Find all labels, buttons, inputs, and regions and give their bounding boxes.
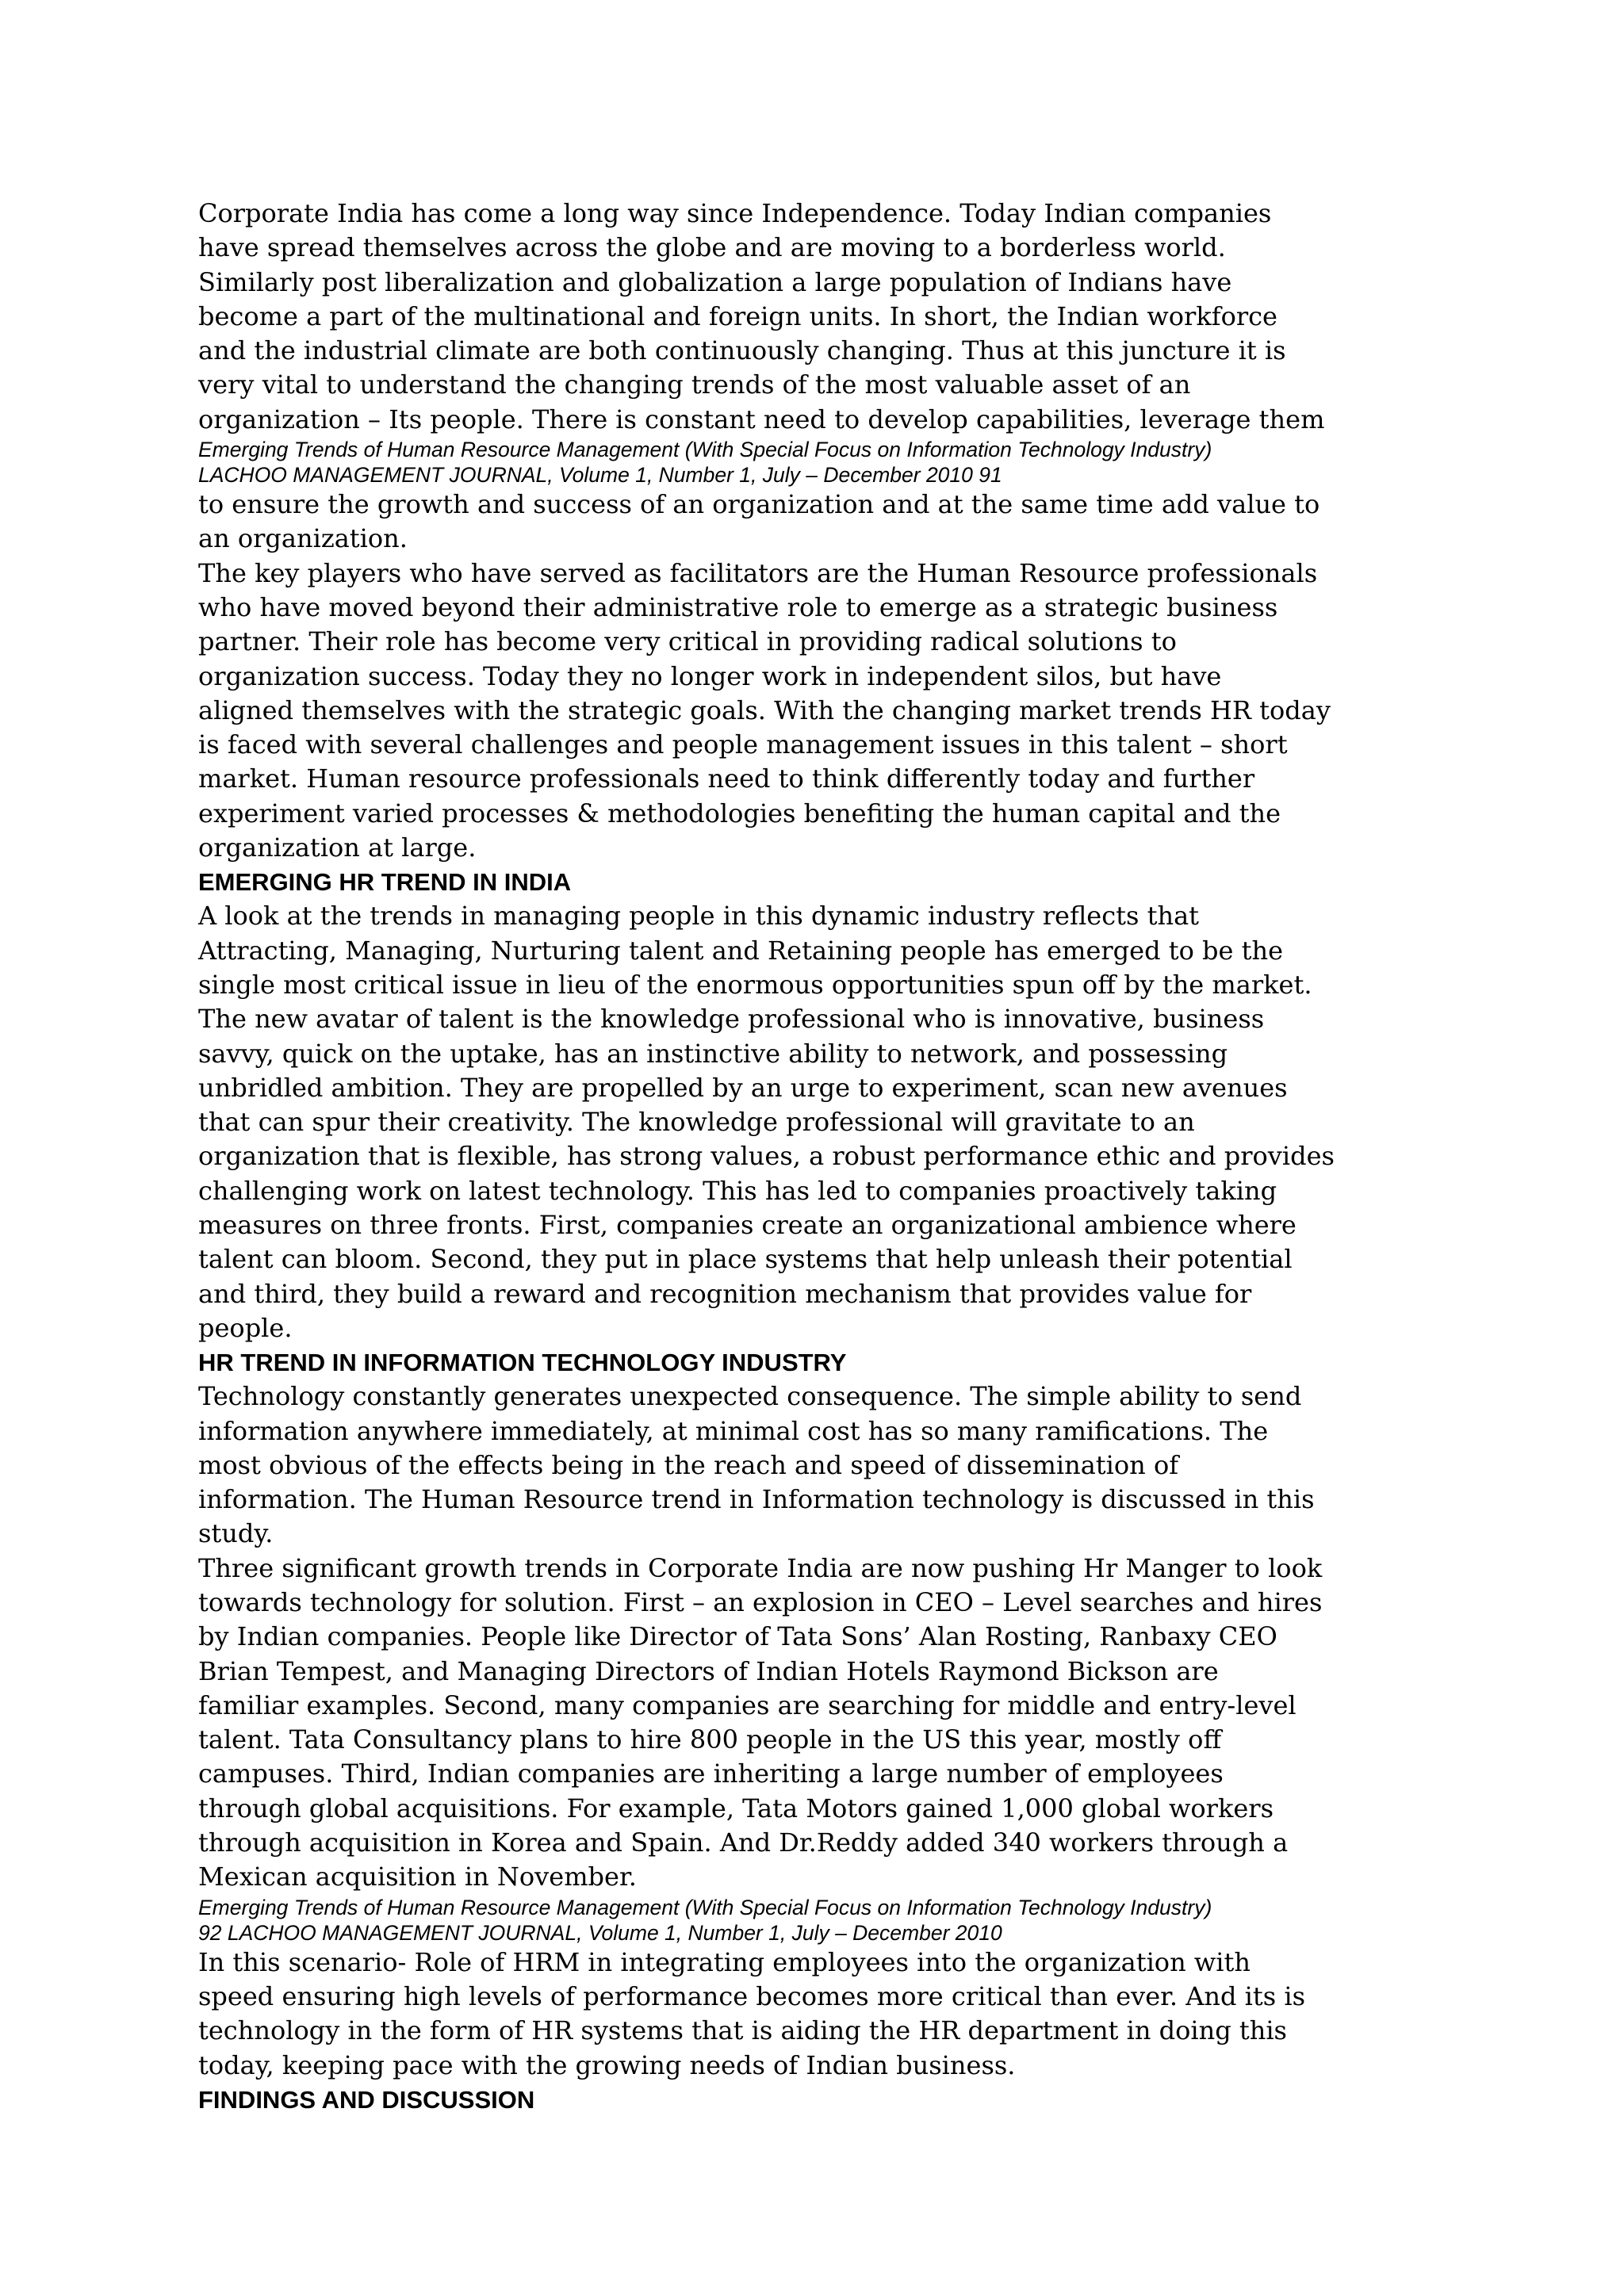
text-line: an organization. [198, 523, 408, 554]
text-line: aligned themselves with the strategic goals. With the changing market trends HR today [198, 695, 1331, 725]
running-head-title: Emerging Trends of Human Resource Management (With Special Focus on Information Technology Industry) [198, 438, 1212, 462]
section-heading-emerging-hr-trend: EMERGING HR TREND IN INDIA [198, 868, 572, 897]
paragraph-trends [198, 899, 1364, 1345]
text-line: talent. Tata Consultancy plans to hire 800 people in the US this year, mostly off [198, 1724, 1222, 1755]
text-line: by Indian companies. People like Director of Tata Sons’ Alan Rosting, Ranbaxy CEO [198, 1621, 1277, 1652]
paragraph-technology [198, 1380, 1364, 1551]
running-head [198, 437, 1364, 488]
text-line: speed ensuring high levels of performance becomes more critical than ever. And its is [198, 1980, 1305, 2011]
text-line: organization at large. [198, 832, 477, 863]
text-line: most obvious of the effects being in the reach and speed of dissemination of [198, 1449, 1179, 1480]
text-line: market. Human resource professionals need to think differently today and further [198, 763, 1255, 794]
text-line: information anywhere immediately, at minimal cost has so many ramifications. The [198, 1415, 1269, 1446]
text-line: Technology constantly generates unexpected consequence. The simple ability to send [198, 1381, 1302, 1412]
text-line: information. The Human Resource trend in Information technology is discussed in this [198, 1484, 1315, 1515]
text-line: who have moved beyond their administrative role to emerge as a strategic business [198, 591, 1278, 622]
text-line: and the industrial climate are both continuously changing. Thus at this juncture it is [198, 335, 1286, 366]
text-line: Corporate India has come a long way since Independence. Today Indian companies [198, 198, 1272, 228]
text-line: Three significant growth trends in Corporate India are now pushing Hr Manger to look [198, 1552, 1323, 1583]
text-line: measures on three fronts. First, companies create an organizational ambience where [198, 1210, 1297, 1241]
text-line: A look at the trends in managing people in this dynamic industry reflects that [198, 901, 1199, 932]
paragraph-scenario [198, 1946, 1364, 2083]
text-line: technology in the form of HR systems that is aiding the HR department in doing this [198, 2015, 1287, 2046]
paragraph-continuation [198, 488, 1364, 557]
text-line: challenging work on latest technology. This has led to companies proactively taking [198, 1175, 1277, 1206]
text-line: talent can bloom. Second, they put in place systems that help unleash their potential [198, 1244, 1293, 1275]
section-heading-findings: FINDINGS AND DISCUSSION [198, 2085, 535, 2114]
text-line: towards technology for solution. First – an explosion in CEO – Level searches and hires [198, 1586, 1323, 1617]
text-line: have spread themselves across the globe and are moving to a borderless world. [198, 232, 1226, 263]
paragraph-key-players [198, 557, 1364, 866]
running-head-title: Emerging Trends of Human Resource Management (With Special Focus on Information Technology Industry) [198, 1895, 1212, 1919]
text-line: is faced with several challenges and people management issues in this talent – short [198, 729, 1288, 760]
text-line: study. [198, 1518, 274, 1549]
text-line: The key players who have served as facilitators are the Human Resource professionals [198, 557, 1318, 588]
text-line: become a part of the multinational and foreign units. In short, the Indian workforce [198, 300, 1277, 331]
text-line: unbridled ambition. They are propelled by an urge to experiment, scan new avenues [198, 1072, 1288, 1103]
text-line: familiar examples. Second, many companies are searching for middle and entry-level [198, 1689, 1297, 1720]
text-line: Mexican acquisition in November. [198, 1862, 637, 1892]
paragraph-intro [198, 197, 1364, 437]
running-head-journal: 92 LACHOO MANAGEMENT JOURNAL, Volume 1, Number 1, July – December 2010 [198, 1920, 1002, 1945]
text-line: experiment varied processes & methodologies benefiting the human capital and the [198, 798, 1281, 828]
text-line: organization – Its people. There is constant need to develop capabilities, leverage them [198, 404, 1325, 434]
text-line: organization success. Today they no longer work in independent silos, but have [198, 660, 1222, 691]
document-page [198, 197, 1364, 2117]
section-heading-it-industry: HR TREND IN INFORMATION TECHNOLOGY INDUSTRY [198, 1349, 847, 1377]
text-line: The new avatar of talent is the knowledge professional who is innovative, business [198, 1004, 1265, 1035]
text-line: through acquisition in Korea and Spain. And Dr.Reddy added 340 workers through a [198, 1827, 1289, 1858]
text-line: and third, they build a reward and recognition mechanism that provides value for [198, 1278, 1252, 1309]
text-line: today, keeping pace with the growing needs of Indian business. [198, 2049, 1016, 2080]
running-head-journal: LACHOO MANAGEMENT JOURNAL, Volume 1, Number 1, July – December 2010 91 [198, 463, 1002, 488]
text-line: organization that is flexible, has strong values, a robust performance ethic and provides [198, 1141, 1335, 1172]
text-line: through global acquisitions. For example, Tata Motors gained 1,000 global workers [198, 1793, 1274, 1823]
text-line: partner. Their role has become very critical in providing radical solutions to [198, 626, 1177, 657]
text-line: single most critical issue in lieu of the enormous opportunities spun off by the market. [198, 969, 1312, 1000]
running-head [198, 1895, 1364, 1946]
text-line: very vital to understand the changing trends of the most valuable asset of an [198, 369, 1191, 400]
text-line: Similarly post liberalization and globalization a large population of Indians have [198, 266, 1232, 297]
text-line: to ensure the growth and success of an organization and at the same time add value to [198, 489, 1320, 520]
text-line: savvy, quick on the uptake, has an instinctive ability to network, and possessing [198, 1038, 1228, 1069]
text-line: that can spur their creativity. The knowledge professional will gravitate to an [198, 1107, 1195, 1138]
text-line: people. [198, 1312, 293, 1343]
text-line: campuses. Third, Indian companies are inheriting a large number of employees [198, 1758, 1224, 1789]
text-line: Attracting, Managing, Nurturing talent and Retaining people has emerged to be the [198, 935, 1284, 966]
text-line: In this scenario- Role of HRM in integrating employees into the organization with [198, 1946, 1251, 1977]
text-line: Brian Tempest, and Managing Directors of Indian Hotels Raymond Bickson are [198, 1655, 1219, 1686]
paragraph-growth-trends [198, 1552, 1364, 1895]
